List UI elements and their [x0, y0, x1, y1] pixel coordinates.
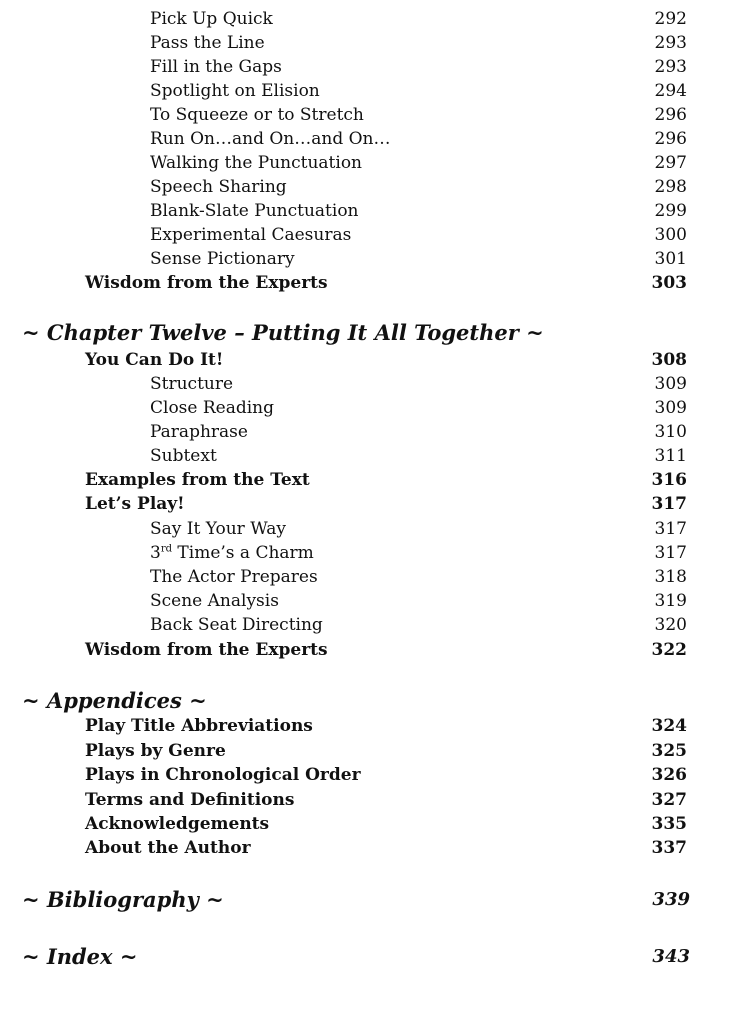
entry-title: Back Seat Directing: [150, 615, 323, 635]
entry-title: Close Reading: [150, 398, 275, 418]
section-page: 324: [651, 716, 687, 736]
entry-title: Sense Pictionary: [150, 249, 295, 269]
toc-section[interactable]: [0, 812, 731, 836]
toc-entry[interactable]: [0, 31, 731, 55]
entry-title: Structure: [150, 374, 234, 394]
entry-title: Speech Sharing: [150, 177, 287, 197]
entry-page: 300: [654, 225, 687, 245]
toc-entry[interactable]: [0, 372, 731, 396]
entry-page: 296: [654, 105, 687, 125]
entry-page: 317: [654, 543, 687, 563]
toc-entry[interactable]: [0, 55, 731, 79]
entry-title-number: 3: [150, 543, 161, 563]
entry-page: 301: [654, 249, 687, 269]
entry-page: 294: [654, 81, 687, 101]
section-title: Let’s Play!: [85, 494, 185, 514]
section-page: 335: [651, 814, 687, 834]
entry-page: 310: [654, 422, 687, 442]
entry-page: 293: [654, 33, 687, 53]
entry-page: 298: [654, 177, 687, 197]
entry-page: 311: [654, 446, 687, 466]
section-page: 326: [651, 765, 687, 785]
index-heading[interactable]: [22, 943, 712, 971]
entry-title: [150, 541, 314, 565]
entry-title-rest: Time’s a Charm: [172, 543, 314, 563]
toc-entry[interactable]: [0, 175, 731, 199]
section-page: 316: [651, 470, 687, 490]
chapter-heading[interactable]: ~ Chapter Twelve – Putting It All Together ~: [22, 320, 544, 345]
entry-title: Pick Up Quick: [150, 9, 273, 29]
toc-section[interactable]: [0, 763, 731, 787]
section-page: 325: [651, 741, 687, 761]
section-title: Plays by Genre: [85, 741, 226, 761]
bibliography-heading[interactable]: [22, 886, 712, 914]
index-title: ~ Index ~: [22, 944, 138, 969]
section-title: Wisdom from the Experts: [85, 273, 328, 293]
toc-section[interactable]: [0, 492, 731, 516]
entry-page: 292: [654, 9, 687, 29]
section-title: Wisdom from the Experts: [85, 640, 328, 660]
entry-title: Say It Your Way: [150, 519, 286, 539]
section-title: Plays in Chronological Order: [85, 765, 361, 785]
entry-page: 296: [654, 129, 687, 149]
toc-entry[interactable]: [0, 396, 731, 420]
toc-entry[interactable]: [0, 103, 731, 127]
toc-section[interactable]: [0, 348, 731, 372]
index-page: 343: [652, 946, 690, 967]
toc-section[interactable]: [0, 836, 731, 860]
entry-page: 293: [654, 57, 687, 77]
toc-entry[interactable]: [0, 7, 731, 31]
entry-title-ordinal: rd: [160, 543, 173, 555]
toc-entry[interactable]: [0, 247, 731, 271]
entry-title: To Squeeze or to Stretch: [150, 105, 364, 125]
toc-entry[interactable]: [0, 151, 731, 175]
section-page: 303: [651, 273, 687, 293]
entry-title: Scene Analysis: [150, 591, 279, 611]
appendices-heading[interactable]: ~ Appendices ~: [22, 688, 207, 713]
section-page: 337: [651, 838, 687, 858]
section-page: 308: [651, 350, 687, 370]
entry-page: 317: [654, 519, 687, 539]
entry-title: Pass the Line: [150, 33, 265, 53]
entry-title: Fill in the Gaps: [150, 57, 282, 77]
entry-title: Blank-Slate Punctuation: [150, 201, 359, 221]
toc-section[interactable]: [0, 714, 731, 738]
section-title: Terms and Definitions: [85, 790, 295, 810]
section-title: You Can Do It!: [85, 350, 224, 370]
entry-page: 318: [654, 567, 687, 587]
entry-title: Subtext: [150, 446, 217, 466]
toc-entry[interactable]: [0, 565, 731, 589]
toc-section[interactable]: [0, 468, 731, 492]
section-title: Play Title Abbreviations: [85, 716, 313, 736]
toc-section[interactable]: [0, 739, 731, 763]
toc-entry[interactable]: [0, 444, 731, 468]
entry-page: 297: [654, 153, 687, 173]
entry-title: Walking the Punctuation: [150, 153, 363, 173]
section-title: Acknowledgements: [85, 814, 270, 834]
bibliography-page: 339: [652, 889, 690, 910]
entry-title: Run On…and On…and On…: [150, 129, 391, 149]
toc-entry[interactable]: [0, 589, 731, 613]
section-page: 317: [651, 494, 687, 514]
entry-page: 319: [654, 591, 687, 611]
toc-entry[interactable]: [0, 517, 731, 541]
entry-title: The Actor Prepares: [150, 567, 318, 587]
toc-section[interactable]: [0, 271, 731, 295]
section-title: About the Author: [85, 838, 251, 858]
entry-page: 320: [654, 615, 687, 635]
toc-entry[interactable]: [0, 613, 731, 637]
toc-entry[interactable]: [0, 127, 731, 151]
toc-entry[interactable]: [0, 420, 731, 444]
toc-section[interactable]: [0, 788, 731, 812]
entry-page: 309: [654, 398, 687, 418]
entry-page: 309: [654, 374, 687, 394]
toc-entry[interactable]: [0, 79, 731, 103]
entry-title: Experimental Caesuras: [150, 225, 352, 245]
entry-title: Paraphrase: [150, 422, 248, 442]
toc-entry[interactable]: [0, 541, 731, 565]
toc-entry[interactable]: [0, 199, 731, 223]
section-page: 327: [651, 790, 687, 810]
toc-entry[interactable]: [0, 223, 731, 247]
entry-title: Spotlight on Elision: [150, 81, 320, 101]
entry-page: 299: [654, 201, 687, 221]
toc-section[interactable]: [0, 638, 731, 662]
section-page: 322: [651, 640, 687, 660]
bibliography-title: ~ Bibliography ~: [22, 887, 224, 912]
section-title: Examples from the Text: [85, 470, 310, 490]
